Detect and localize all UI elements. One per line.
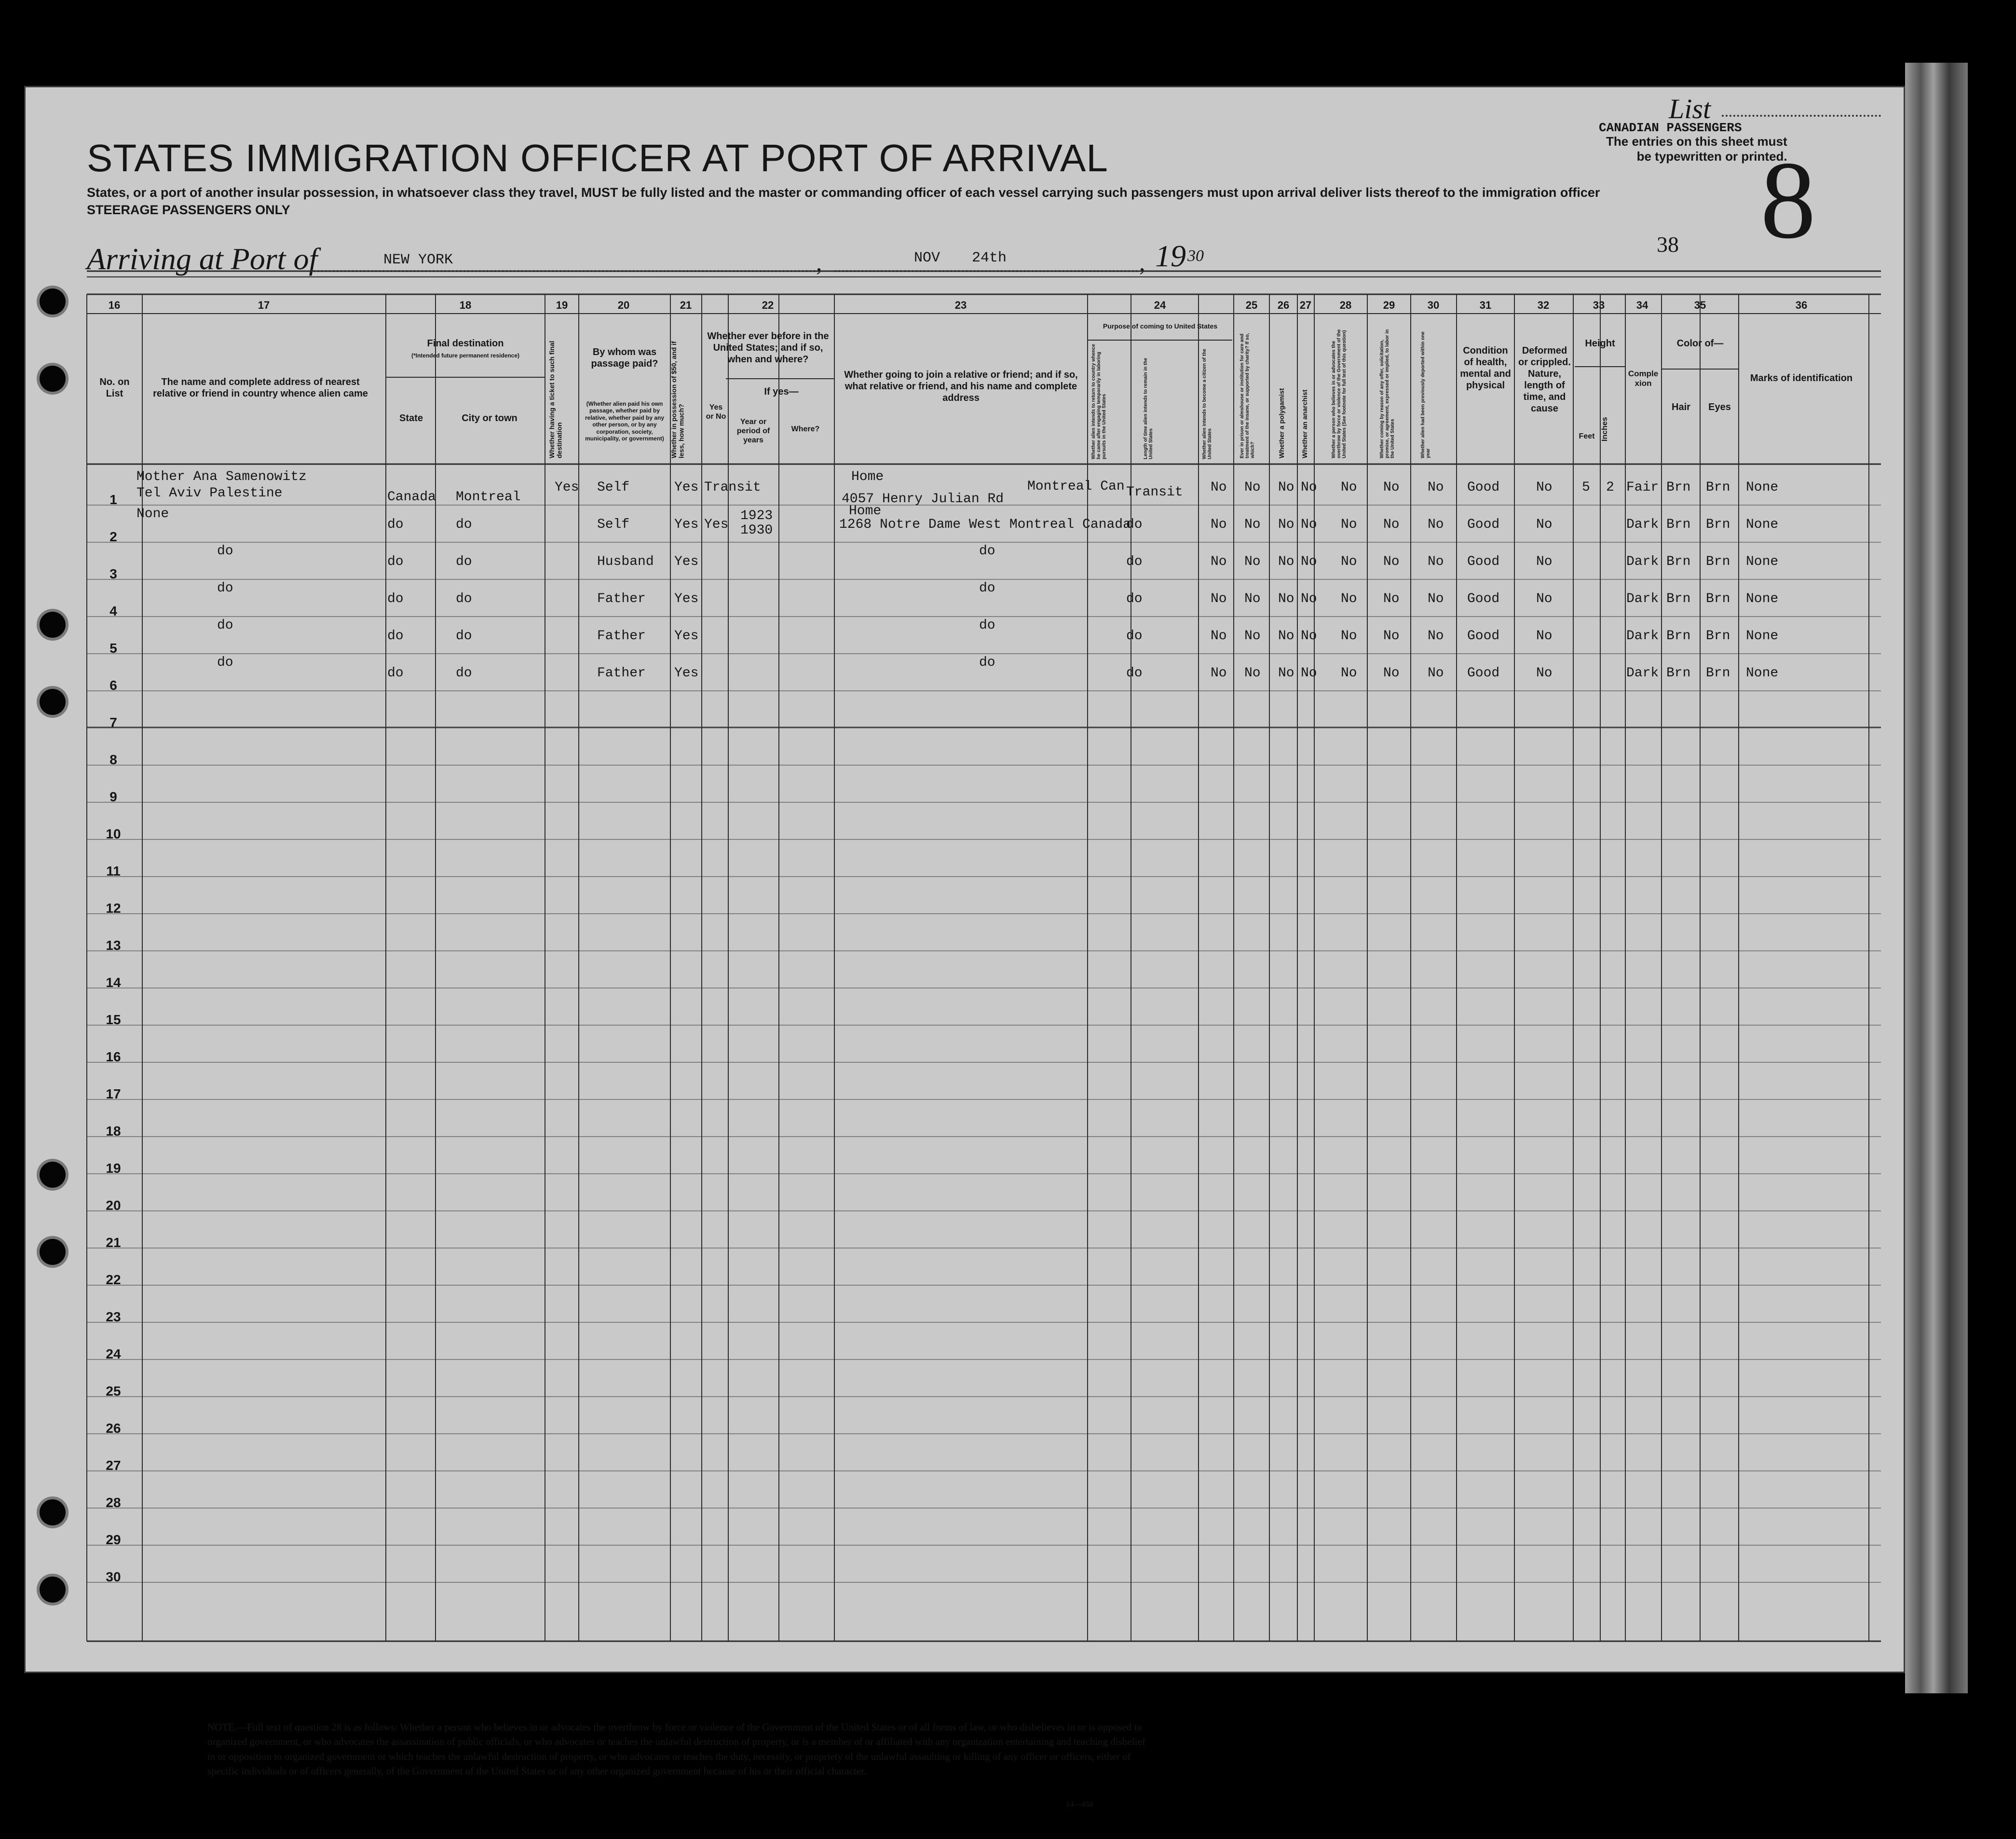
cell-q30: No <box>1428 629 1444 644</box>
cell-state: do <box>387 554 404 569</box>
col24-header: Purpose of coming to United States <box>1103 322 1218 330</box>
cell-hair: Brn <box>1666 554 1691 569</box>
cell-join-3: 4057 Henry Julian Rd <box>842 492 1004 507</box>
cell-health: Good <box>1467 629 1500 644</box>
cell-purpose: Transit <box>1126 485 1183 500</box>
row-number: 27 <box>106 1458 121 1473</box>
cell-polygamist: No <box>1278 591 1294 606</box>
cell-money: Yes <box>674 480 699 495</box>
cell-paid-by: Father <box>597 629 646 644</box>
cell-q28: No <box>1341 554 1357 569</box>
row-number: 4 <box>109 604 117 618</box>
row-number: 2 <box>109 529 117 544</box>
column-number: 33 <box>1593 299 1605 311</box>
cell-q30: No <box>1428 554 1444 569</box>
cell-relative-2: Tel Aviv Palestine <box>136 486 283 501</box>
cell-money: Yes <box>674 629 699 644</box>
column-number: 18 <box>459 299 472 311</box>
cell-prison: No <box>1244 629 1261 644</box>
col24b-header: Length of time alien intends to remain in the United States <box>1143 357 1154 459</box>
cell-city: do <box>456 666 472 681</box>
col28-header: Whether a person who believes in or advocates the overthrow by force or violence of the Government of the United States (See footnote for full text of this question) <box>1331 329 1347 458</box>
col21-header: Whether in possession of $50, and if less, how much? <box>670 341 685 458</box>
col18-note: (*Intended future permanent residence) <box>411 352 520 359</box>
col29-header: Whether coming by reason of any offer, solicitation, promise, or agreement, expressed or implied, to labor in the United States <box>1379 329 1395 458</box>
col36-header: Marks of identification <box>1750 373 1853 384</box>
row-number: 30 <box>106 1569 121 1584</box>
cell-join-1: Home <box>851 469 884 484</box>
cell-city: do <box>456 591 472 606</box>
cell-health: Good <box>1467 517 1500 532</box>
col18-city: City or town <box>462 413 518 424</box>
page-number: 38 <box>1657 232 1679 257</box>
row-number: 22 <box>106 1272 121 1287</box>
row-number: 24 <box>106 1346 121 1361</box>
col22-ifyes: If yes— <box>764 386 799 397</box>
cell-q29: No <box>1383 480 1400 495</box>
col24c-header: Whether alien intends to become a citizen of the United States <box>1202 349 1212 459</box>
cell-purpose: do <box>1126 666 1143 681</box>
cell-year: 1930 <box>740 523 773 538</box>
cell-purpose: do <box>1126 554 1143 569</box>
cell-prison: No <box>1244 666 1261 681</box>
cell-city: do <box>456 554 472 569</box>
cell-marks: None <box>1746 517 1779 532</box>
row-number: 28 <box>106 1495 121 1510</box>
cell-eyes: Brn <box>1706 629 1730 644</box>
column-number: 26 <box>1277 299 1290 311</box>
cell-hair: Brn <box>1666 591 1691 606</box>
cell-health: Good <box>1467 666 1500 681</box>
col26-header: Whether a polygamist <box>1278 388 1285 458</box>
col31-header: Condition of health, mental and physical <box>1460 345 1511 391</box>
column-number: 25 <box>1245 299 1258 311</box>
cell-health: Good <box>1467 591 1500 606</box>
col23-header: Whether going to join a relative or friend; and if so, what relative or friend, and his name and complete address <box>844 370 1078 403</box>
col33-feet: Feet <box>1579 432 1595 440</box>
col22-where: Where? <box>791 425 820 433</box>
cell-ticket: Yes <box>555 480 579 495</box>
cell-complexion: Dark <box>1626 629 1659 644</box>
col20-note: (Whether alien paid his own passage, whether paid by relative, whether paid by any other person, or by any corporation, society, municipality, or government) <box>585 400 665 442</box>
column-number: 29 <box>1383 299 1395 311</box>
row-number: 13 <box>106 938 121 953</box>
month-value: NOV <box>914 250 940 266</box>
cell-join-1: do <box>979 618 995 633</box>
column-number: 16 <box>108 299 121 311</box>
cell-paid-by: Husband <box>597 554 654 569</box>
column-number: 21 <box>680 299 692 311</box>
cell-health: Good <box>1467 480 1500 495</box>
cell-q28: No <box>1341 480 1357 495</box>
cell-citizen: No <box>1211 554 1227 569</box>
row-number: 15 <box>106 1012 121 1027</box>
col25-header: Ever in prison or almshouse or institution for care and treatment of the insane, or supported by charity? If so, which? <box>1240 333 1255 458</box>
col32-header: Deformed or crippled. Nature, length of time, and cause <box>1518 345 1571 414</box>
cell-deformed: No <box>1536 666 1553 681</box>
cell-feet: 5 <box>1582 480 1590 495</box>
cell-join-1: do <box>979 655 995 670</box>
col22-header: Whether ever before in the United States; and if so, when and where? <box>707 331 829 365</box>
cell-q28: No <box>1341 629 1357 644</box>
column-number: 36 <box>1795 299 1808 311</box>
row-number: 8 <box>109 752 117 767</box>
col19-header: Whether having a ticket to such final destination <box>548 341 563 458</box>
cell-prison: No <box>1244 591 1261 606</box>
cell-eyes: Brn <box>1706 554 1730 569</box>
cell-relative-1: do <box>217 544 233 559</box>
cell-paid-by: Father <box>597 666 646 681</box>
cell-paid-by: Self <box>597 517 630 532</box>
cell-paid-by: Self <box>597 480 630 495</box>
cell-prison: No <box>1244 517 1261 532</box>
cell-marks: None <box>1746 480 1779 495</box>
cell-money: Yes <box>674 591 699 606</box>
cell-purpose: do <box>1126 629 1143 644</box>
cell-marks: None <box>1746 666 1779 681</box>
col30-header: Whether alien had been previously deported within one year <box>1420 331 1431 458</box>
column-number: 31 <box>1479 299 1492 311</box>
column-number: 28 <box>1339 299 1352 311</box>
cell-state: do <box>387 666 404 681</box>
cell-anarchist: No <box>1301 480 1317 495</box>
col20-header: By whom was passage paid? <box>591 347 658 369</box>
typewritten-note: The entries on this sheet must be typewritten or printed. <box>1606 134 1787 164</box>
cell-money: Yes <box>674 517 699 532</box>
col18-header: Final destination <box>427 338 504 349</box>
cell-anarchist: No <box>1301 554 1317 569</box>
list-label: List <box>1669 93 1711 124</box>
column-number: 30 <box>1427 299 1440 311</box>
cell-q28: No <box>1341 517 1357 532</box>
row-number: 16 <box>106 1049 121 1064</box>
cell-citizen: No <box>1211 666 1227 681</box>
cell-complexion: Fair <box>1626 480 1659 495</box>
cell-state: Canada <box>387 490 436 505</box>
row-number: 26 <box>106 1421 121 1436</box>
cell-purpose: do <box>1126 517 1143 532</box>
cell-citizen: No <box>1211 517 1227 532</box>
row-number: 14 <box>106 975 121 990</box>
col18-state: State <box>399 413 423 424</box>
cell-deformed: No <box>1536 554 1553 569</box>
column-number: 20 <box>617 299 630 311</box>
cell-prison: No <box>1244 554 1261 569</box>
day-value: 24th <box>972 250 1007 266</box>
cell-state: do <box>387 517 404 532</box>
footnote-question-28: NOTE.—Full text of question 28 is as follows: Whether a person who believes in or advocates the overthrow by force or violence of the Government of the United States or of all forms of law, or who disbelieves in or is opposed to organized government, or who advocates the assassination of public officials, or who advocates or teaches the unlawful destruction of property, or is a member of or affiliated with any organization entertaining and teaching disbelief in or opposition to organized government or which teaches the unlawful destruction of property, or who advocates or teaches the duty, necessity, or propriety of the unlawful assaulting or killing of any officer or officers, either of specific individuals or of officers generally, of the Government of the United States or of any other organized government because of his or their official character. <box>207 1721 1145 1777</box>
cell-anarchist: No <box>1301 629 1317 644</box>
port-value: NEW YORK <box>383 252 453 268</box>
cell-q29: No <box>1383 629 1400 644</box>
cell-deformed: No <box>1536 591 1553 606</box>
cell-hair: Brn <box>1666 629 1691 644</box>
cell-q30: No <box>1428 666 1444 681</box>
row-number: 25 <box>106 1384 121 1399</box>
cell-q29: No <box>1383 591 1400 606</box>
cell-citizen: No <box>1211 591 1227 606</box>
steerage-label: STEERAGE PASSENGERS ONLY <box>87 203 290 217</box>
row-number: 19 <box>106 1161 121 1176</box>
cell-polygamist: No <box>1278 629 1294 644</box>
col35-header: Color of— <box>1676 338 1724 349</box>
cell-q30: No <box>1428 480 1444 495</box>
col34-header: Complexion <box>1628 369 1659 388</box>
col27-header: Whether an anarchist <box>1301 389 1308 458</box>
column-number: 34 <box>1636 299 1648 311</box>
cell-q29: No <box>1383 554 1400 569</box>
cell-hair: Brn <box>1666 517 1691 532</box>
cell-q30: No <box>1428 517 1444 532</box>
cell-eyes: Brn <box>1706 666 1730 681</box>
form-subtitle: States, or a port of another insular possession, in whatsoever class they travel, MUST be fully listed and the master or commanding officer of each vessel carrying such passengers must upon arrival deliver lists thereof to the immigration officer <box>87 185 1600 200</box>
cell-join-1: do <box>979 581 995 596</box>
cell-deformed: No <box>1536 480 1553 495</box>
cell-q28: No <box>1341 591 1357 606</box>
column-number: 17 <box>258 299 270 311</box>
row-number: 9 <box>109 789 117 804</box>
cell-prison: No <box>1244 480 1261 495</box>
row-number: 18 <box>106 1124 121 1139</box>
cell-q28: No <box>1341 666 1357 681</box>
row-number: 3 <box>109 566 117 581</box>
cell-complexion: Dark <box>1626 517 1659 532</box>
row-number: 10 <box>106 826 121 841</box>
cell-q30: No <box>1428 591 1444 606</box>
cell-polygamist: No <box>1278 480 1294 495</box>
row-number: 17 <box>106 1086 121 1101</box>
row-number: 11 <box>106 864 121 878</box>
row-number: 21 <box>106 1235 121 1250</box>
column-number: 24 <box>1154 299 1166 311</box>
row-number: 20 <box>106 1198 121 1213</box>
column-number: 23 <box>954 299 967 311</box>
cell-city: do <box>456 517 472 532</box>
col33-header: Height <box>1585 338 1615 349</box>
cell-anarchist: No <box>1301 666 1317 681</box>
canadian-passengers-label: CANADIAN PASSENGERS <box>1599 121 1742 135</box>
form-number: 14—450 <box>1066 1800 1093 1809</box>
cell-deformed: No <box>1536 629 1553 644</box>
row-number: 1 <box>109 492 117 507</box>
col17-header: The name and complete address of nearest relative or friend in country whence alien came <box>153 377 368 399</box>
cell-hair: Brn <box>1666 666 1691 681</box>
cell-deformed: No <box>1536 517 1553 532</box>
col33-inches: Inches <box>1601 417 1609 442</box>
cell-eyes: Brn <box>1706 480 1730 495</box>
cell-join-1: Home <box>849 504 882 519</box>
cell-citizen: No <box>1211 480 1227 495</box>
cell-marks: None <box>1746 591 1779 606</box>
column-number: 27 <box>1299 299 1312 311</box>
col22-yesno: Yes or No <box>706 403 726 421</box>
cell-city: do <box>456 629 472 644</box>
cell-before: Transit <box>704 480 761 495</box>
row-number: 29 <box>106 1532 121 1547</box>
cell-purpose: do <box>1126 591 1143 606</box>
cell-complexion: Dark <box>1626 666 1659 681</box>
cell-join-2: Montreal Can <box>1027 479 1125 494</box>
form-title: STATES IMMIGRATION OFFICER AT PORT OF ARRIVAL <box>87 137 1108 179</box>
row-number: 23 <box>106 1309 121 1324</box>
row-number: 12 <box>106 901 121 916</box>
cell-inches: 2 <box>1606 480 1614 495</box>
cell-polygamist: No <box>1278 666 1294 681</box>
cell-hair: Brn <box>1666 480 1691 495</box>
cell-eyes: Brn <box>1706 591 1730 606</box>
cell-relative-1: do <box>217 655 233 670</box>
column-number: 22 <box>762 299 774 311</box>
list-number: 8 <box>1760 138 1816 261</box>
year-prefix: 19 <box>1155 239 1186 273</box>
column-number: 32 <box>1537 299 1550 311</box>
cell-state: do <box>387 629 404 644</box>
year-suffix: 30 <box>1187 247 1204 265</box>
cell-complexion: Dark <box>1626 591 1659 606</box>
cell-join-1: do <box>979 544 995 559</box>
cell-city: Montreal <box>456 490 521 505</box>
cell-money: Yes <box>674 666 699 681</box>
col35-hair: Hair <box>1672 402 1690 412</box>
cell-q29: No <box>1383 517 1400 532</box>
cell-paid-by: Father <box>597 591 646 606</box>
column-number: 35 <box>1694 299 1706 311</box>
cell-relative-1: Mother Ana Samenowitz <box>136 469 307 484</box>
cell-join-2: 1268 Notre Dame West Montreal Canada <box>839 517 1131 532</box>
cell-polygamist: No <box>1278 554 1294 569</box>
cell-polygamist: No <box>1278 517 1294 532</box>
cell-money: Yes <box>674 554 699 569</box>
col35-eyes: Eyes <box>1708 402 1731 412</box>
cell-citizen: No <box>1211 629 1227 644</box>
cell-q29: No <box>1383 666 1400 681</box>
cell-state: do <box>387 591 404 606</box>
row-number: 7 <box>109 715 117 730</box>
row-number: 5 <box>109 641 117 656</box>
cell-relative-1: None <box>136 507 169 522</box>
cell-marks: None <box>1746 554 1779 569</box>
arriving-label: Arriving at Port of <box>87 242 318 276</box>
cell-marks: None <box>1746 629 1779 644</box>
cell-relative-1: do <box>217 618 233 633</box>
cell-anarchist: No <box>1301 517 1317 532</box>
cell-health: Good <box>1467 554 1500 569</box>
column-number: 19 <box>556 299 568 311</box>
cell-anarchist: No <box>1301 591 1317 606</box>
col24a-header: Whether alien intends to return to country whence he came after engaging temporarily in laboring pursuits in the United States <box>1091 344 1107 459</box>
col22-year: Year or period of years <box>736 418 770 445</box>
col16-header: No. on List <box>99 377 130 399</box>
cell-eyes: Brn <box>1706 517 1730 532</box>
cell-relative-1: do <box>217 581 233 596</box>
cell-year-a: 1923 <box>740 508 773 523</box>
cell-before: Yes <box>704 517 729 532</box>
row-number: 6 <box>109 678 117 693</box>
cell-complexion: Dark <box>1626 554 1659 569</box>
